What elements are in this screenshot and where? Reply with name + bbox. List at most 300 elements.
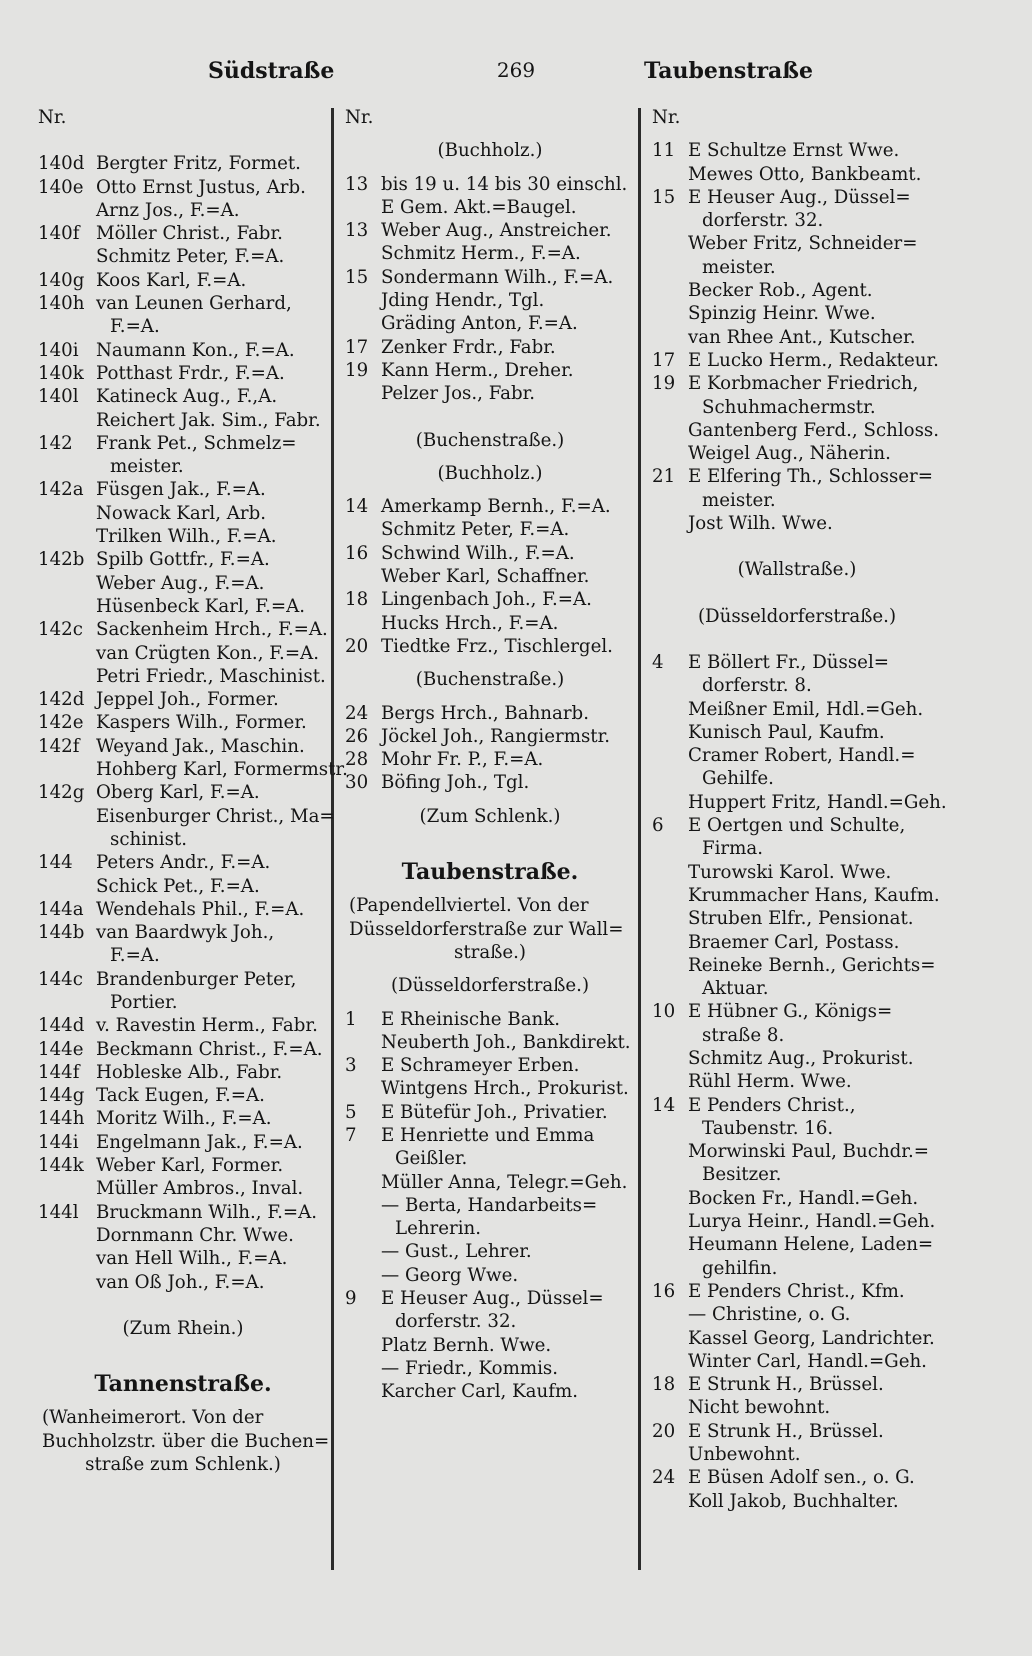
- house-number: 20: [652, 1420, 676, 1442]
- resident-text: E Strunk H., Brüssel.: [688, 1420, 884, 1442]
- header-left-street: Südstraße: [208, 58, 335, 84]
- resident-text: Unbewohnt.: [688, 1444, 801, 1466]
- resident-text: Heumann Helene, Laden=: [688, 1234, 934, 1256]
- resident-entry: [38, 758, 348, 781]
- resident-text: Hüsenbeck Karl, F.=A.: [96, 595, 306, 617]
- resident-text: E Schultze Ernst Wwe.: [688, 140, 900, 162]
- resident-entry-continuation: [652, 837, 942, 860]
- resident-text: Firma.: [702, 838, 764, 860]
- resident-text: E Heuser Aug., Düssel=: [381, 1288, 604, 1310]
- spacer: [345, 485, 635, 495]
- resident-text: E Gem. Akt.=Baugel.: [381, 196, 577, 218]
- house-number: 140e: [38, 176, 84, 198]
- resident-text: Füsgen Jak., F.=A.: [96, 479, 266, 501]
- resident-entry: [38, 921, 328, 944]
- house-number: 17: [345, 336, 369, 358]
- resident-entry-continuation: [38, 455, 328, 478]
- resident-text: E Büsen Adolf sen., o. G.: [688, 1467, 915, 1489]
- house-number: 24: [652, 1467, 676, 1489]
- resident-text: Kann Herm., Dreher.: [381, 359, 574, 381]
- house-number: 1: [345, 1008, 357, 1030]
- resident-entry: [38, 875, 328, 898]
- resident-entry: [345, 495, 635, 518]
- resident-text: dorferstr. 32.: [395, 1311, 517, 1333]
- resident-text: Kaspers Wilh., Former.: [96, 712, 307, 734]
- resident-text: — Christine, o. G.: [688, 1304, 851, 1326]
- street-description-line: [38, 1406, 328, 1429]
- resident-text: Mewes Otto, Bankbeamt.: [688, 163, 922, 185]
- resident-entry: [38, 548, 328, 571]
- resident-entry: [38, 1271, 328, 1294]
- resident-text: Weyand Jak., Maschin.: [96, 735, 305, 757]
- resident-entry: [652, 1233, 942, 1256]
- resident-text: Weber Karl, Former.: [96, 1155, 284, 1177]
- resident-entry: [652, 1373, 942, 1396]
- resident-text: Koos Karl, F.=A.: [96, 269, 247, 291]
- cross-street-note: [345, 429, 635, 452]
- house-number: 142b: [38, 549, 85, 571]
- spacer: [345, 658, 635, 668]
- resident-entry: [345, 771, 635, 794]
- house-number: 30: [345, 772, 369, 794]
- house-number: 142c: [38, 619, 83, 641]
- resident-entry: [652, 907, 942, 930]
- house-number: 18: [652, 1374, 676, 1396]
- column-1: [38, 106, 348, 1476]
- resident-text: Winter Carl, Handl.=Geh.: [688, 1350, 927, 1372]
- house-number: 142a: [38, 479, 84, 501]
- resident-text: Lurya Heinr., Handl.=Geh.: [688, 1211, 936, 1233]
- resident-entry: [345, 196, 635, 219]
- resident-entry: [652, 232, 942, 255]
- resident-entry: [38, 269, 328, 292]
- house-number: 4: [652, 651, 664, 673]
- resident-entry: [652, 442, 942, 465]
- resident-entry: [345, 1334, 635, 1357]
- spacer: [652, 535, 942, 558]
- resident-text: Schuhmachermstr.: [702, 396, 876, 418]
- resident-text: Spinzig Heinr. Wwe.: [688, 303, 876, 325]
- resident-text: Moritz Wilh., F.=A.: [96, 1108, 272, 1130]
- resident-entry: [38, 1247, 328, 1270]
- resident-entry: [345, 173, 635, 196]
- spacer: [345, 692, 635, 702]
- resident-text: Schmitz Peter, F.=A.: [96, 246, 285, 268]
- resident-entry: [38, 711, 328, 734]
- resident-entry: [38, 1014, 328, 1037]
- resident-text: Gantenberg Ferd., Schloss.: [688, 419, 940, 441]
- house-number: 19: [652, 373, 676, 395]
- house-number: 144: [38, 852, 73, 874]
- resident-entry-continuation: [652, 977, 942, 1000]
- resident-text: E Böllert Fr., Düssel=: [688, 651, 889, 673]
- resident-entry: [652, 1466, 942, 1489]
- resident-text: Müller Anna, Telegr.=Geh.: [381, 1171, 628, 1193]
- resident-entry-continuation: [652, 489, 942, 512]
- house-number: 28: [345, 749, 369, 771]
- resident-text: meister.: [702, 256, 776, 278]
- resident-text: Böfing Joh., Tgl.: [381, 772, 530, 794]
- house-number: 11: [652, 140, 676, 162]
- resident-text: Otto Ernst Justus, Arb.: [96, 176, 306, 198]
- resident-entry: [38, 1061, 328, 1084]
- resident-entry: [652, 465, 942, 488]
- resident-text: Beckmann Christ., F.=A.: [96, 1038, 323, 1060]
- resident-entry-continuation: [38, 991, 328, 1014]
- resident-text: Cramer Robert, Handl.=: [688, 745, 916, 767]
- resident-text: F.=A.: [110, 316, 160, 338]
- house-number: 142d: [38, 689, 85, 711]
- house-number: 13: [345, 173, 369, 195]
- spacer: [345, 828, 635, 851]
- resident-text: Krummacher Hans, Kaufm.: [688, 884, 940, 906]
- resident-entry: [345, 1264, 635, 1287]
- house-number: 142f: [38, 735, 80, 757]
- resident-entry: [652, 1350, 942, 1373]
- resident-text: Schick Pet., F.=A.: [96, 875, 260, 897]
- house-number: 142: [38, 432, 73, 454]
- house-number: 7: [345, 1124, 357, 1146]
- resident-entry: [652, 954, 942, 977]
- house-number: 144l: [38, 1201, 79, 1223]
- resident-text: dorferstr. 32.: [702, 210, 824, 232]
- resident-entry: [652, 163, 942, 186]
- resident-entry: [652, 1303, 942, 1326]
- resident-entry: [345, 1008, 635, 1031]
- resident-text: E Korbmacher Friedrich,: [688, 373, 919, 395]
- resident-entry: [345, 1194, 635, 1217]
- street-description-line: [38, 1453, 328, 1476]
- resident-entry: [652, 698, 942, 721]
- house-number: 140k: [38, 362, 84, 384]
- resident-entry: [652, 419, 942, 442]
- resident-entry: [38, 1038, 328, 1061]
- resident-text: Becker Rob., Agent.: [688, 280, 873, 302]
- house-number: 140g: [38, 269, 85, 291]
- house-number: 144e: [38, 1038, 84, 1060]
- resident-text: E Strunk H., Brüssel.: [688, 1374, 884, 1396]
- resident-text: Schmitz Herm., F.=A.: [381, 243, 581, 265]
- resident-entry: [652, 1140, 942, 1163]
- cross-street-text: (Buchenstraße.): [415, 429, 565, 451]
- resident-entry: [38, 385, 328, 408]
- resident-entry: [652, 1070, 942, 1093]
- resident-text: E Hübner G., Königs=: [688, 1001, 893, 1023]
- resident-entry: [38, 688, 328, 711]
- street-heading: [38, 1373, 328, 1396]
- cross-street-text: (Zum Schlenk.): [419, 805, 561, 827]
- resident-entry: [345, 312, 635, 335]
- spacer: [345, 998, 635, 1008]
- house-number: 144c: [38, 968, 83, 990]
- house-number: 15: [652, 186, 676, 208]
- resident-text: Portier.: [110, 991, 178, 1013]
- resident-entry: [345, 1287, 635, 1310]
- resident-text: Huppert Fritz, Handl.=Geh.: [688, 791, 947, 813]
- resident-entry: [345, 336, 635, 359]
- cross-street-text: (Buchholz.): [437, 140, 543, 162]
- cross-street-note: [652, 558, 942, 581]
- resident-text: Bocken Fr., Handl.=Geh.: [688, 1187, 919, 1209]
- resident-entry: [38, 618, 328, 641]
- resident-entry: [345, 266, 635, 289]
- resident-entry: [345, 565, 635, 588]
- street-heading-text: Tannenstraße.: [94, 1371, 272, 1398]
- resident-text: Jeppel Joh., Former.: [96, 689, 279, 711]
- resident-text: Pelzer Jos., Fabr.: [381, 383, 536, 405]
- resident-entry: [38, 1084, 328, 1107]
- resident-text: schinist.: [110, 828, 188, 850]
- number-column-label: [345, 106, 635, 129]
- resident-text: Struben Elfr., Pensionat.: [688, 908, 914, 930]
- nr-label: Nr.: [652, 107, 681, 128]
- resident-text: Hobleske Alb., Fabr.: [96, 1061, 283, 1083]
- house-number: 144d: [38, 1015, 85, 1037]
- house-number: 144g: [38, 1085, 85, 1107]
- house-number: 140i: [38, 339, 79, 361]
- resident-entry: [345, 1077, 635, 1100]
- resident-text: E Henriette und Emma: [381, 1124, 595, 1146]
- spacer: [652, 129, 942, 139]
- resident-entry: [38, 409, 328, 432]
- resident-text: Frank Pet., Schmelz=: [96, 432, 297, 454]
- spacer: [345, 406, 635, 429]
- resident-text: Karcher Carl, Kaufm.: [381, 1381, 578, 1403]
- resident-entry: [38, 292, 328, 315]
- resident-text: Peters Andr., F.=A.: [96, 852, 271, 874]
- resident-entry: [38, 851, 328, 874]
- resident-entry: [652, 791, 947, 814]
- resident-entry: [652, 1094, 942, 1117]
- resident-entry: [38, 735, 328, 758]
- resident-entry: [652, 861, 942, 884]
- house-number: 20: [345, 635, 369, 657]
- resident-text: Engelmann Jak., F.=A.: [96, 1131, 303, 1153]
- resident-text: Kassel Georg, Landrichter.: [688, 1327, 935, 1349]
- resident-text: Möller Christ., Fabr.: [96, 223, 283, 245]
- spacer: [38, 1396, 328, 1406]
- resident-text: Arnz Jos., F.=A.: [96, 199, 240, 221]
- resident-text: E Elfering Th., Schlosser=: [688, 466, 933, 488]
- house-number: 14: [652, 1094, 676, 1116]
- resident-entry: [345, 1357, 635, 1380]
- resident-text: Koll Jakob, Buchhalter.: [688, 1490, 899, 1512]
- spacer: [345, 795, 635, 805]
- resident-entry: [38, 502, 328, 525]
- resident-text: Bergs Hrch., Bahnarb.: [381, 702, 589, 724]
- resident-text: van Leunen Gerhard,: [96, 293, 292, 315]
- street-heading-text: Taubenstraße.: [401, 859, 579, 886]
- house-number: 142e: [38, 712, 84, 734]
- resident-text: Schmitz Aug., Prokurist.: [688, 1047, 914, 1069]
- street-heading: [345, 861, 635, 884]
- resident-text: Jöckel Joh., Rangiermstr.: [381, 725, 611, 747]
- resident-entry: [38, 339, 328, 362]
- resident-entry-continuation: [652, 209, 942, 232]
- resident-entry: [652, 326, 942, 349]
- resident-text: Mohr Fr. P., F.=A.: [381, 749, 544, 771]
- house-number: 6: [652, 815, 664, 837]
- resident-text: van Baardwyk Joh.,: [96, 922, 275, 944]
- resident-text: Jding Hendr., Tgl.: [381, 290, 545, 312]
- resident-text: E Rheinische Bank.: [381, 1008, 561, 1030]
- column-2: [345, 106, 635, 1404]
- resident-entry-continuation: [652, 396, 942, 419]
- resident-entry: [652, 372, 942, 395]
- house-number: 140l: [38, 386, 79, 408]
- resident-text: Rühl Herm. Wwe.: [688, 1071, 852, 1093]
- resident-entry: [345, 748, 635, 771]
- resident-text: Eisenburger Christ., Ma=: [96, 805, 335, 827]
- resident-entry: [652, 279, 942, 302]
- resident-text: Schwind Wilh., F.=A.: [381, 542, 575, 564]
- resident-entry: [38, 1224, 328, 1247]
- resident-text: Braemer Carl, Postass.: [688, 931, 900, 953]
- street-description-line: [38, 1430, 328, 1453]
- house-number: 140h: [38, 293, 85, 315]
- resident-text: Lehrerin.: [395, 1218, 482, 1240]
- resident-text: Nicht bewohnt.: [688, 1397, 831, 1419]
- resident-entry-continuation: [652, 1117, 942, 1140]
- resident-entry-continuation: [345, 1217, 635, 1240]
- spacer: [345, 129, 635, 139]
- resident-text: E Penders Christ.,: [688, 1094, 856, 1116]
- spacer: [38, 1294, 328, 1317]
- resident-entry: [38, 199, 328, 222]
- spacer: [345, 884, 635, 894]
- resident-text: Katineck Aug., F.,A.: [96, 386, 278, 408]
- description-text: Buchholzstr. über die Buchen=: [42, 1430, 330, 1452]
- resident-text: F.=A.: [110, 945, 160, 967]
- resident-text: Amerkamp Bernh., F.=A.: [381, 496, 611, 518]
- number-column-label: [38, 106, 328, 129]
- resident-text: Meißner Emil, Hdl.=Geh.: [688, 698, 924, 720]
- description-text: straße.): [454, 941, 526, 963]
- spacer: [38, 129, 328, 152]
- description-text: Düsseldorferstraße zur Wall=: [349, 918, 624, 940]
- house-number: 144k: [38, 1155, 84, 1177]
- house-number: 16: [652, 1280, 676, 1302]
- resident-text: — Georg Wwe.: [381, 1264, 519, 1286]
- resident-entry: [38, 781, 328, 804]
- resident-entry: [652, 349, 942, 372]
- resident-entry: [652, 1327, 942, 1350]
- resident-text: E Oertgen und Schulte,: [688, 815, 906, 837]
- resident-entry: [345, 289, 635, 312]
- house-number: 144i: [38, 1131, 79, 1153]
- cross-street-text: (Düsseldorferstraße.): [390, 975, 590, 997]
- resident-text: Reineke Bernh., Gerichts=: [688, 954, 936, 976]
- house-number: 10: [652, 1001, 676, 1023]
- resident-entry-continuation: [345, 1147, 635, 1170]
- house-number: 3: [345, 1055, 357, 1077]
- house-number: 144b: [38, 922, 85, 944]
- spacer: [345, 452, 635, 462]
- resident-entry: [345, 1124, 635, 1147]
- resident-text: Hohberg Karl, Formermstr.: [96, 759, 348, 781]
- resident-entry: [652, 744, 942, 767]
- resident-entry: [345, 1240, 635, 1263]
- house-number: 26: [345, 725, 369, 747]
- resident-text: Oberg Karl, F.=A.: [96, 782, 260, 804]
- cross-street-note: [345, 974, 635, 997]
- resident-text: meister.: [702, 489, 776, 511]
- resident-entry: [652, 302, 942, 325]
- resident-text: E Bütefür Joh., Privatier.: [381, 1101, 608, 1123]
- description-text: (Wanheimerort. Von der: [42, 1407, 264, 1429]
- resident-entry: [652, 1000, 942, 1023]
- column-3: [652, 106, 947, 1513]
- house-number: 19: [345, 359, 369, 381]
- resident-text: Neuberth Joh., Bankdirekt.: [381, 1031, 631, 1053]
- resident-text: Tiedtke Frz., Tischlergel.: [381, 635, 613, 657]
- resident-entry: [38, 525, 328, 548]
- resident-text: Platz Bernh. Wwe.: [381, 1334, 552, 1356]
- resident-entry: [345, 1054, 635, 1077]
- cross-street-note: [345, 462, 635, 485]
- resident-text: Potthast Frdr., F.=A.: [96, 362, 285, 384]
- resident-entry: [652, 186, 942, 209]
- resident-entry: [652, 1047, 942, 1070]
- resident-entry: [38, 968, 328, 991]
- resident-entry: [345, 725, 635, 748]
- resident-entry: [652, 1396, 942, 1419]
- resident-text: Schmitz Peter, F.=A.: [381, 519, 570, 541]
- resident-text: Nowack Karl, Arb.: [96, 502, 267, 524]
- resident-entry: [345, 359, 635, 382]
- house-number: 21: [652, 466, 676, 488]
- resident-text: straße 8.: [702, 1024, 785, 1046]
- spacer: [345, 964, 635, 974]
- resident-entry: [345, 1031, 635, 1054]
- resident-entry: [652, 721, 942, 744]
- resident-text: Turowski Karol. Wwe.: [688, 861, 892, 883]
- resident-text: Aktuar.: [702, 978, 769, 1000]
- resident-entry: [38, 665, 328, 688]
- resident-text: Tack Eugen, F.=A.: [96, 1085, 265, 1107]
- cross-street-note: [345, 668, 635, 691]
- resident-text: E Penders Christ., Kfm.: [688, 1280, 905, 1302]
- column-rule-left: [331, 108, 334, 1570]
- cross-street-text: (Düsseldorferstraße.): [697, 605, 897, 627]
- resident-entry: [345, 1380, 635, 1403]
- resident-entry: [652, 884, 942, 907]
- resident-text: Wintgens Hrch., Prokurist.: [381, 1078, 629, 1100]
- resident-entry: [652, 1420, 942, 1443]
- resident-entry-continuation: [652, 674, 942, 697]
- resident-entry: [652, 1490, 942, 1513]
- resident-entry: [652, 1280, 942, 1303]
- resident-text: Petri Friedr., Maschinist.: [96, 665, 326, 687]
- cross-street-note: [345, 139, 635, 162]
- resident-text: — Berta, Handarbeits=: [381, 1194, 598, 1216]
- nr-label: Nr.: [38, 107, 67, 128]
- resident-entry: [38, 1154, 328, 1177]
- house-number: 144f: [38, 1061, 80, 1083]
- resident-text: v. Ravestin Herm., Fabr.: [96, 1015, 318, 1037]
- resident-text: E Heuser Aug., Düssel=: [688, 186, 911, 208]
- cross-street-text: (Zum Rhein.): [122, 1317, 244, 1339]
- house-number: 142g: [38, 782, 85, 804]
- street-description-line: [345, 941, 635, 964]
- resident-entry: [38, 642, 328, 665]
- house-number: 140d: [38, 153, 85, 175]
- resident-entry-continuation: [345, 1310, 635, 1333]
- spacer: [38, 1340, 328, 1363]
- resident-text: Bruckmann Wilh., F.=A.: [96, 1201, 318, 1223]
- resident-entry: [345, 542, 635, 565]
- number-column-label: [652, 106, 942, 129]
